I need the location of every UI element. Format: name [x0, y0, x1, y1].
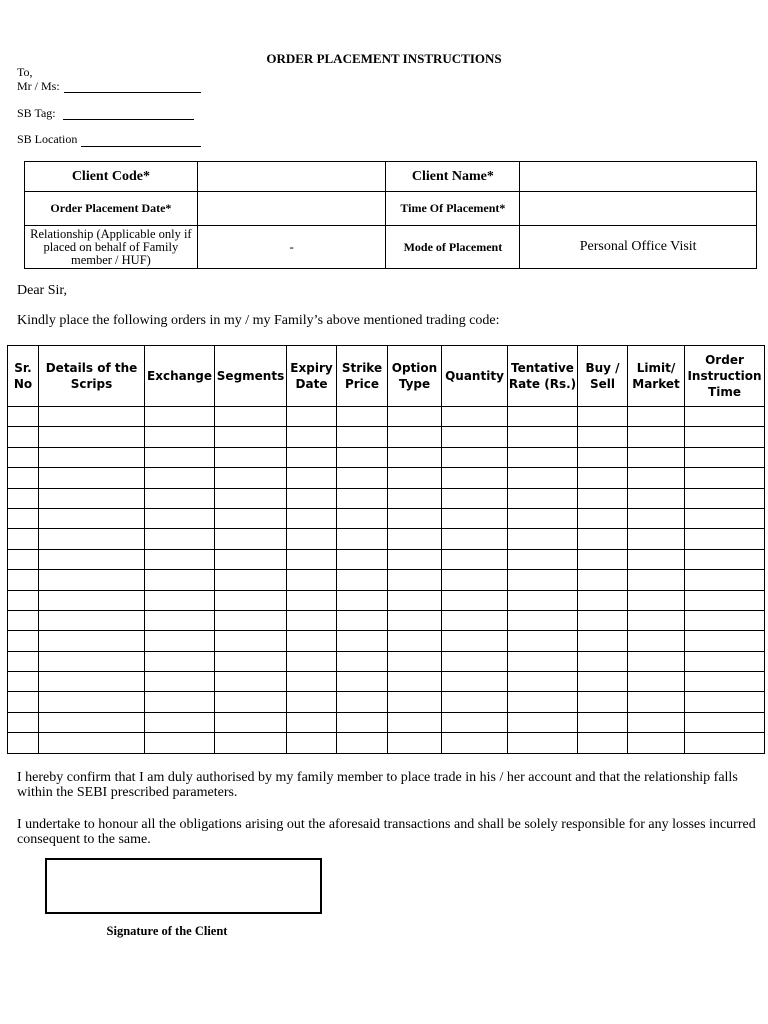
client-code-label: Client Code*	[25, 162, 198, 192]
time-of-placement-field[interactable]	[520, 192, 757, 226]
signature-box[interactable]	[45, 858, 322, 914]
table-cell[interactable]	[388, 468, 442, 488]
table-cell[interactable]	[685, 692, 765, 712]
table-cell[interactable]	[508, 529, 578, 549]
table-row	[8, 447, 765, 467]
table-cell[interactable]	[578, 610, 628, 630]
table-cell[interactable]	[39, 712, 145, 732]
table-cell[interactable]	[145, 549, 215, 569]
table-cell[interactable]	[39, 610, 145, 630]
table-cell[interactable]	[337, 733, 388, 753]
table-cell[interactable]	[578, 468, 628, 488]
mode-of-placement-field[interactable]: Personal Office Visit	[520, 226, 757, 269]
orders-table	[7, 345, 765, 754]
table-cell[interactable]	[578, 407, 628, 427]
table-cell[interactable]	[508, 733, 578, 753]
table-cell[interactable]	[337, 712, 388, 732]
table-cell[interactable]	[628, 468, 685, 488]
table-cell[interactable]	[39, 672, 145, 692]
table-cell[interactable]	[388, 631, 442, 651]
column-header: Segments	[215, 346, 287, 407]
table-cell[interactable]	[215, 407, 287, 427]
table-cell[interactable]	[287, 508, 337, 528]
table-cell[interactable]	[578, 712, 628, 732]
salutation: Dear Sir,	[17, 283, 67, 298]
table-cell[interactable]	[8, 508, 39, 528]
table-cell[interactable]	[337, 692, 388, 712]
table-cell[interactable]	[388, 407, 442, 427]
table-cell[interactable]	[8, 549, 39, 569]
table-cell[interactable]	[508, 692, 578, 712]
table-cell[interactable]	[145, 508, 215, 528]
table-row	[8, 529, 765, 549]
client-name-label: Client Name*	[386, 162, 520, 192]
table-cell[interactable]	[337, 427, 388, 447]
confirm-text: I hereby confirm that I am duly authorised by my family member to place trade in his / her account and that the relationship falls within the SEBI prescribed parameters.	[17, 770, 738, 800]
table-cell[interactable]	[628, 692, 685, 712]
table-cell[interactable]	[685, 427, 765, 447]
table-cell[interactable]	[145, 651, 215, 671]
table-cell[interactable]	[508, 508, 578, 528]
table-cell[interactable]	[8, 692, 39, 712]
table-cell[interactable]	[145, 468, 215, 488]
table-cell[interactable]	[39, 529, 145, 549]
table-row	[8, 631, 765, 651]
table-cell[interactable]	[215, 529, 287, 549]
table-cell[interactable]	[578, 672, 628, 692]
table-cell[interactable]	[685, 733, 765, 753]
mode-of-placement-label: Mode of Placement	[386, 226, 520, 269]
table-cell[interactable]	[287, 570, 337, 590]
table-cell[interactable]	[337, 672, 388, 692]
table-cell[interactable]	[337, 488, 388, 508]
table-cell[interactable]	[337, 549, 388, 569]
table-cell[interactable]	[388, 590, 442, 610]
table-cell[interactable]	[287, 631, 337, 651]
table-row	[8, 488, 765, 508]
table-cell[interactable]	[215, 733, 287, 753]
table-cell[interactable]	[287, 488, 337, 508]
table-cell[interactable]	[287, 529, 337, 549]
table-cell[interactable]	[145, 529, 215, 549]
relationship-label: Relationship (Applicable only if placed on behalf of Family member / HUF)	[25, 226, 198, 269]
table-row	[8, 651, 765, 671]
table-cell[interactable]	[685, 508, 765, 528]
mr-ms-label: Mr / Ms:	[17, 79, 60, 93]
table-cell[interactable]	[145, 610, 215, 630]
column-header: Quantity	[442, 346, 508, 407]
table-cell[interactable]	[628, 590, 685, 610]
table-cell[interactable]	[215, 549, 287, 569]
table-cell[interactable]	[442, 427, 508, 447]
column-header: Order Instruction Time	[685, 346, 765, 407]
table-cell[interactable]	[508, 468, 578, 488]
table-cell[interactable]	[39, 733, 145, 753]
table-cell[interactable]	[442, 447, 508, 467]
column-header: Limit/ Market	[628, 346, 685, 407]
table-cell[interactable]	[578, 488, 628, 508]
table-cell[interactable]	[287, 549, 337, 569]
table-cell[interactable]	[578, 733, 628, 753]
column-header: Exchange	[145, 346, 215, 407]
table-cell[interactable]	[628, 508, 685, 528]
orders-header-row	[8, 346, 765, 407]
table-cell[interactable]	[685, 590, 765, 610]
table-cell[interactable]	[628, 549, 685, 569]
sb-tag-field[interactable]	[63, 119, 194, 120]
table-cell[interactable]	[442, 407, 508, 427]
table-cell[interactable]	[628, 651, 685, 671]
table-cell[interactable]	[442, 549, 508, 569]
table-cell[interactable]	[337, 610, 388, 630]
sb-location-field[interactable]	[81, 146, 201, 147]
column-header: Strike Price	[337, 346, 388, 407]
table-cell[interactable]	[287, 447, 337, 467]
table-cell[interactable]	[442, 631, 508, 651]
table-cell[interactable]	[508, 549, 578, 569]
table-cell[interactable]	[287, 672, 337, 692]
column-header: Buy / Sell	[578, 346, 628, 407]
table-cell[interactable]	[628, 631, 685, 651]
table-cell[interactable]	[388, 570, 442, 590]
table-cell[interactable]	[145, 733, 215, 753]
table-cell[interactable]	[215, 631, 287, 651]
page-title: ORDER PLACEMENT INSTRUCTIONS	[266, 51, 502, 66]
table-row	[8, 468, 765, 488]
table-cell[interactable]	[39, 427, 145, 447]
table-cell[interactable]	[337, 529, 388, 549]
client-info-table	[24, 161, 757, 269]
table-cell[interactable]	[215, 570, 287, 590]
table-cell[interactable]	[578, 447, 628, 467]
table-cell[interactable]	[442, 570, 508, 590]
table-cell[interactable]	[8, 468, 39, 488]
table-cell[interactable]	[442, 672, 508, 692]
table-cell[interactable]	[287, 468, 337, 488]
table-cell[interactable]	[8, 427, 39, 447]
relationship-field[interactable]: -	[197, 226, 386, 269]
table-cell[interactable]	[628, 712, 685, 732]
table-cell[interactable]	[628, 407, 685, 427]
table-cell[interactable]	[215, 508, 287, 528]
table-cell[interactable]	[442, 590, 508, 610]
table-cell[interactable]	[8, 610, 39, 630]
table-cell[interactable]	[578, 549, 628, 569]
table-cell[interactable]	[287, 692, 337, 712]
table-cell[interactable]	[628, 672, 685, 692]
table-cell[interactable]	[39, 447, 145, 467]
table-cell[interactable]	[628, 447, 685, 467]
table-cell[interactable]	[337, 508, 388, 528]
table-cell[interactable]	[628, 733, 685, 753]
table-row	[8, 549, 765, 569]
table-row	[8, 427, 765, 447]
table-cell[interactable]	[215, 590, 287, 610]
table-cell[interactable]	[8, 570, 39, 590]
table-cell[interactable]	[578, 590, 628, 610]
table-cell[interactable]	[388, 427, 442, 447]
table-cell[interactable]	[145, 488, 215, 508]
table-cell[interactable]	[685, 468, 765, 488]
table-cell[interactable]	[287, 610, 337, 630]
table-row	[8, 590, 765, 610]
mr-ms-field[interactable]	[64, 92, 201, 93]
table-cell[interactable]	[287, 651, 337, 671]
table-cell[interactable]	[8, 712, 39, 732]
table-cell[interactable]	[388, 651, 442, 671]
table-cell[interactable]	[508, 447, 578, 467]
table-cell[interactable]	[287, 590, 337, 610]
table-cell[interactable]	[8, 447, 39, 467]
table-cell[interactable]	[685, 529, 765, 549]
table-cell[interactable]	[215, 712, 287, 732]
table-cell[interactable]	[685, 407, 765, 427]
table-cell[interactable]	[628, 427, 685, 447]
table-cell[interactable]	[578, 529, 628, 549]
table-cell[interactable]	[145, 712, 215, 732]
table-cell[interactable]	[685, 549, 765, 569]
table-cell[interactable]	[685, 712, 765, 732]
table-cell[interactable]	[685, 610, 765, 630]
table-cell[interactable]	[578, 570, 628, 590]
table-cell[interactable]	[508, 590, 578, 610]
table-cell[interactable]	[8, 631, 39, 651]
client-name-field[interactable]	[520, 162, 757, 192]
table-row	[8, 407, 765, 427]
table-cell[interactable]	[39, 488, 145, 508]
table-cell[interactable]	[215, 447, 287, 467]
column-header: Tentative Rate (Rs.)	[508, 346, 578, 407]
column-header: Option Type	[388, 346, 442, 407]
table-cell[interactable]	[39, 549, 145, 569]
table-cell[interactable]	[388, 549, 442, 569]
table-cell[interactable]	[508, 488, 578, 508]
intro-text: Kindly place the following orders in my / my Family’s above mentioned trading code:	[17, 313, 500, 328]
table-cell[interactable]	[337, 407, 388, 427]
table-cell[interactable]	[39, 651, 145, 671]
table-cell[interactable]	[215, 427, 287, 447]
undertake-text: I undertake to honour all the obligations arising out the aforesaid transactions and shall be solely responsible for any losses incurred consequent to the same.	[17, 817, 756, 847]
table-cell[interactable]	[442, 733, 508, 753]
table-cell[interactable]	[215, 651, 287, 671]
table-cell[interactable]	[337, 651, 388, 671]
table-cell[interactable]	[685, 447, 765, 467]
table-cell[interactable]	[39, 692, 145, 712]
column-header: Expiry Date	[287, 346, 337, 407]
table-cell[interactable]	[145, 631, 215, 651]
table-cell[interactable]	[337, 468, 388, 488]
table-cell[interactable]	[628, 488, 685, 508]
table-cell[interactable]	[39, 407, 145, 427]
table-cell[interactable]	[388, 692, 442, 712]
table-row	[8, 570, 765, 590]
table-cell[interactable]	[39, 508, 145, 528]
table-cell[interactable]	[508, 570, 578, 590]
table-row	[8, 692, 765, 712]
table-cell[interactable]	[388, 488, 442, 508]
table-cell[interactable]	[442, 712, 508, 732]
table-row	[8, 733, 765, 753]
table-cell[interactable]	[388, 672, 442, 692]
table-row	[8, 508, 765, 528]
table-cell[interactable]	[685, 570, 765, 590]
table-cell[interactable]	[685, 488, 765, 508]
table-cell[interactable]	[508, 712, 578, 732]
table-cell[interactable]	[8, 672, 39, 692]
table-cell[interactable]	[388, 712, 442, 732]
table-cell[interactable]	[508, 631, 578, 651]
table-cell[interactable]	[337, 590, 388, 610]
client-code-field[interactable]	[197, 162, 386, 192]
table-cell[interactable]	[578, 651, 628, 671]
table-cell[interactable]	[39, 570, 145, 590]
table-cell[interactable]	[508, 427, 578, 447]
table-cell[interactable]	[215, 468, 287, 488]
table-cell[interactable]	[39, 631, 145, 651]
table-cell[interactable]	[215, 692, 287, 712]
table-cell[interactable]	[442, 610, 508, 630]
table-cell[interactable]	[39, 468, 145, 488]
column-header: Sr. No	[8, 346, 39, 407]
table-cell[interactable]	[508, 610, 578, 630]
table-cell[interactable]	[578, 692, 628, 712]
table-cell[interactable]	[685, 651, 765, 671]
table-cell[interactable]	[685, 672, 765, 692]
time-of-placement-label: Time Of Placement*	[386, 192, 520, 226]
table-cell[interactable]	[578, 508, 628, 528]
table-cell[interactable]	[337, 570, 388, 590]
signature-label: Signature of the Client	[106, 924, 228, 938]
table-cell[interactable]	[8, 407, 39, 427]
table-cell[interactable]	[145, 407, 215, 427]
table-cell[interactable]	[508, 651, 578, 671]
table-cell[interactable]	[578, 631, 628, 651]
table-cell[interactable]	[442, 508, 508, 528]
to-label: To,	[17, 65, 33, 79]
table-cell[interactable]	[442, 468, 508, 488]
table-cell[interactable]	[8, 590, 39, 610]
table-cell[interactable]	[442, 651, 508, 671]
table-cell[interactable]	[145, 447, 215, 467]
table-cell[interactable]	[145, 672, 215, 692]
table-cell[interactable]	[39, 590, 145, 610]
table-cell[interactable]	[215, 672, 287, 692]
order-date-label: Order Placement Date*	[25, 192, 198, 226]
table-cell[interactable]	[215, 610, 287, 630]
order-date-field[interactable]	[197, 192, 386, 226]
table-cell[interactable]	[337, 447, 388, 467]
table-cell[interactable]	[388, 733, 442, 753]
table-cell[interactable]	[628, 529, 685, 549]
table-cell[interactable]	[508, 672, 578, 692]
table-cell[interactable]	[508, 407, 578, 427]
table-cell[interactable]	[145, 692, 215, 712]
table-cell[interactable]	[8, 733, 39, 753]
table-cell[interactable]	[287, 712, 337, 732]
sb-tag-label: SB Tag:	[17, 106, 56, 120]
table-cell[interactable]	[337, 631, 388, 651]
table-cell[interactable]	[442, 529, 508, 549]
table-cell[interactable]	[145, 427, 215, 447]
table-cell[interactable]	[287, 733, 337, 753]
table-cell[interactable]	[442, 488, 508, 508]
table-cell[interactable]	[388, 508, 442, 528]
table-row	[8, 610, 765, 630]
table-cell[interactable]	[685, 631, 765, 651]
sb-location-label: SB Location	[17, 132, 78, 146]
table-cell[interactable]	[442, 692, 508, 712]
table-cell[interactable]	[215, 488, 287, 508]
table-cell[interactable]	[8, 529, 39, 549]
table-cell[interactable]	[145, 570, 215, 590]
column-header: Details of the Scrips	[39, 346, 145, 407]
table-cell[interactable]	[578, 427, 628, 447]
table-cell[interactable]	[287, 407, 337, 427]
table-cell[interactable]	[287, 427, 337, 447]
table-cell[interactable]	[388, 610, 442, 630]
table-cell[interactable]	[8, 488, 39, 508]
table-row	[8, 672, 765, 692]
table-row	[8, 712, 765, 732]
table-cell[interactable]	[628, 570, 685, 590]
table-cell[interactable]	[388, 529, 442, 549]
table-cell[interactable]	[145, 590, 215, 610]
table-cell[interactable]	[8, 651, 39, 671]
table-cell[interactable]	[628, 610, 685, 630]
table-cell[interactable]	[388, 447, 442, 467]
